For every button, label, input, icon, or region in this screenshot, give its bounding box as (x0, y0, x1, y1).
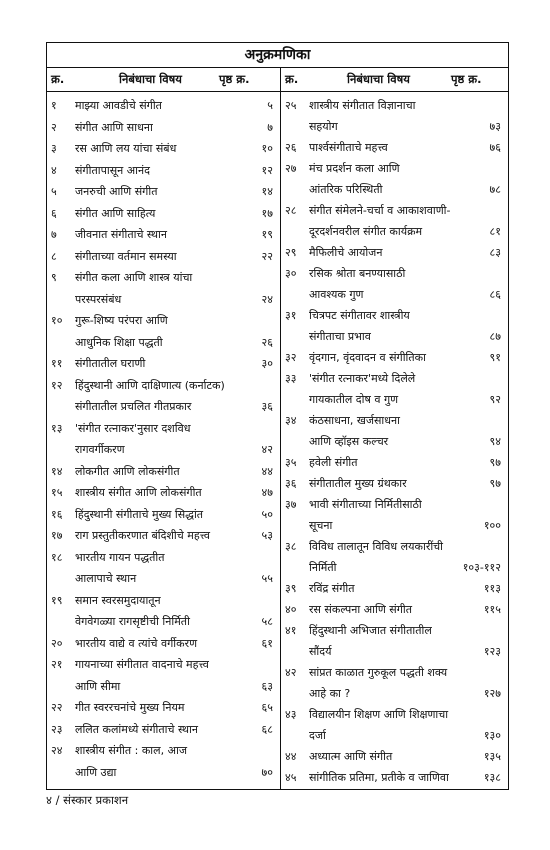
entry-title: राग प्रस्तुतीकरणात बंदिशीचे महत्त्व (75, 529, 211, 542)
index-entry (285, 305, 501, 326)
right-header-subject: निबंधाचा विषय (347, 72, 410, 86)
entry-title: वृंदगान, वृंदवादन व संगीतिका (309, 351, 426, 364)
left-header-num: क्र. (51, 72, 65, 86)
entry-title: गीत स्वररचनांचे मुख्य नियम (75, 701, 185, 714)
index-entry (51, 762, 273, 783)
entry-page: ४२ (261, 443, 273, 456)
entry-page: ११३ (483, 582, 501, 595)
entry-title: रसिक श्रोता बनण्यासाठी (309, 267, 406, 280)
entry-page: १३५ (483, 750, 501, 763)
index-entry (285, 389, 501, 410)
entry-page: १२७ (483, 687, 501, 700)
entry-page: ५८ (261, 615, 273, 628)
entry-page: ४४ (261, 464, 273, 478)
entry-title: आणि उद्या (75, 765, 117, 779)
entry-title: संगीतापासून आनंद (75, 163, 150, 177)
entry-number: २८ (285, 204, 297, 217)
entry-title: सूचना (309, 519, 333, 532)
entry-number: १० (51, 314, 63, 327)
entry-number: ३६ (285, 477, 297, 490)
left-header-subject: निबंधाचा विषय (119, 72, 182, 86)
entry-title: वेगवेगळ्या रागसृष्टीची निर्मिती (75, 615, 190, 628)
entry-title: पार्श्वसंगीताचे महत्त्व (309, 141, 388, 154)
entry-title: लोकगीत आणि लोकसंगीत (75, 464, 180, 478)
entry-title: भारतीय गायन पद्धतीत (75, 550, 165, 564)
entry-number: ३३ (285, 372, 297, 385)
index-entry (285, 536, 501, 557)
entry-title: जीवनात संगीताचे स्थान (75, 228, 167, 241)
index-entry (285, 347, 501, 368)
entry-title: आलापाचे स्थान (75, 572, 137, 585)
entry-number: ७ (51, 228, 57, 241)
entry-title: रागवर्गीकरण (75, 443, 125, 456)
entry-number: १५ (51, 486, 63, 499)
index-entry (285, 179, 501, 200)
index-entry (51, 160, 273, 181)
page-footer: ४ / संस्कार प्रकाशन (46, 793, 129, 807)
entry-page: ११५ (483, 603, 501, 616)
entry-title: शास्त्रीय संगीत आणि लोकसंगीत (75, 486, 202, 499)
entry-page: ६१ (261, 636, 273, 650)
entry-title: आणि सीमा (75, 679, 121, 693)
index-entry (285, 284, 501, 305)
entry-title: हवेली संगीत (309, 456, 358, 469)
entry-number: ४० (285, 603, 297, 616)
entry-page: ४७ (261, 486, 273, 499)
entry-number: ३२ (285, 351, 297, 364)
entry-number: ९ (51, 271, 57, 284)
entry-title: रस आणि लय यांचा संबंध (75, 142, 177, 155)
entry-title: सहयोग (309, 120, 338, 133)
entry-number: ३८ (285, 540, 297, 553)
entry-title: सांप्रत काळात गुरुकूल पद्धती शक्य (309, 666, 448, 679)
entry-page: २६ (261, 335, 273, 349)
entry-page: १२३ (483, 645, 501, 658)
entry-page: १९ (261, 228, 273, 241)
entry-title: शास्त्रीय संगीतात विज्ञानाचा (309, 99, 416, 112)
index-entry (51, 611, 273, 632)
index-entry (285, 494, 501, 515)
entry-title: माझ्या आवडीचे संगीत (75, 99, 162, 112)
index-table (46, 42, 509, 790)
entry-page: ९७ (489, 456, 501, 469)
index-entry (285, 641, 501, 662)
index-entry (51, 396, 273, 417)
index-entry (51, 504, 273, 525)
entry-page: ७८ (489, 183, 501, 196)
entry-title: हिंदुस्थानी संगीताचे मुख्य सिद्धांत (75, 507, 204, 521)
entry-number: ५ (51, 185, 57, 198)
entry-number: १ (51, 99, 57, 112)
index-entry (51, 224, 273, 245)
entry-page: २४ (261, 292, 273, 306)
index-entry (51, 246, 273, 267)
entry-title: मैफिलीचे आयोजन (309, 246, 383, 259)
entry-title: आधुनिक शिक्षा पद्धती (75, 335, 163, 349)
entry-page: १०० (483, 519, 501, 532)
entry-title: 'संगीत रत्नाकर'नुसार दशविध (75, 421, 191, 435)
entry-page: १०३-११२ (462, 561, 501, 574)
entry-title: संगीतातील घराणी (75, 357, 146, 370)
entry-number: २४ (51, 744, 63, 757)
index-entry (51, 95, 273, 116)
index-entry (285, 620, 501, 641)
entry-page: ९१ (489, 351, 501, 364)
entry-title: चित्रपट संगीतावर शास्त्रीय (309, 309, 410, 322)
entry-title: हिंदुस्थानी अभिजात संगीतातील (309, 624, 432, 637)
index-entry (51, 418, 273, 439)
index-entry (51, 203, 273, 224)
entry-page: ८७ (489, 330, 501, 343)
index-entry (285, 221, 501, 242)
entry-title: संगीत आणि साहित्य (75, 206, 156, 220)
table-header (47, 67, 508, 92)
index-entry (51, 461, 273, 482)
entry-title: गायनाच्या संगीतात वादनाचे महत्त्व (75, 658, 209, 671)
entry-page: ९४ (489, 435, 501, 448)
entry-title: दूरदर्शनवरील संगीत कार्यक्रम (309, 225, 423, 238)
index-entry (51, 375, 273, 396)
index-entry (285, 242, 501, 263)
entry-title: मंच प्रदर्शन कला आणि (309, 162, 400, 175)
index-entry (51, 267, 273, 288)
entry-page: ९२ (489, 393, 501, 406)
entry-title: अध्यात्म आणि संगीत (309, 750, 393, 763)
index-entry (51, 439, 273, 460)
index-entry (51, 590, 273, 611)
index-entry (285, 326, 501, 347)
index-entry (285, 158, 501, 179)
entry-title: संगीत आणि साधना (75, 120, 153, 134)
index-entry (285, 683, 501, 704)
entry-number: २० (51, 636, 63, 650)
index-entry (51, 547, 273, 568)
entry-page: ७ (267, 120, 273, 134)
entry-number: ४२ (285, 666, 297, 679)
entry-number: ४ (51, 163, 57, 177)
entry-page: ५३ (261, 529, 273, 542)
entry-title: जनरुची आणि संगीत (75, 185, 158, 198)
entry-page: ८६ (489, 288, 501, 301)
index-entry (285, 704, 501, 725)
entry-number: ३७ (285, 498, 297, 511)
entry-title: समान स्वरसमुदायातून (75, 593, 161, 607)
index-entry (285, 263, 501, 284)
entry-number: १७ (51, 529, 63, 542)
index-entry (51, 353, 273, 374)
entry-number: ३९ (285, 582, 297, 595)
index-entry (285, 116, 501, 137)
index-entry (51, 482, 273, 503)
entry-number: ३५ (285, 456, 297, 469)
entry-title: कंठसाधना, खर्जसाधना (309, 414, 400, 427)
entry-page: १३० (483, 729, 501, 742)
entry-number: ११ (51, 357, 63, 370)
index-entry (285, 557, 501, 578)
entry-number: १८ (51, 550, 63, 564)
index-entry (285, 662, 501, 683)
entry-page: ६३ (261, 679, 273, 693)
index-entry (285, 578, 501, 599)
column-divider (280, 67, 281, 789)
index-entry (285, 368, 501, 389)
entry-title: दर्जा (309, 729, 326, 742)
index-entry (51, 525, 273, 546)
entry-title: आहे का ? (309, 687, 351, 700)
index-entry (285, 473, 501, 494)
entry-page: ८३ (489, 246, 501, 259)
entry-title: शास्त्रीय संगीत : काल, आज (75, 744, 188, 757)
index-entry (51, 138, 273, 159)
index-entry (51, 310, 273, 331)
entry-number: २ (51, 120, 57, 134)
entry-title: ललित कलांमध्ये संगीताचे स्थान (75, 722, 198, 736)
entry-title: विद्यालयीन शिक्षण आणि शिक्षणाचा (309, 708, 449, 721)
index-entry (51, 740, 273, 761)
entry-number: १३ (51, 421, 63, 435)
index-entry (51, 697, 273, 718)
entry-number: २५ (285, 99, 297, 112)
entry-number: ६ (51, 206, 57, 220)
entry-title: संगीत संमेलने-चर्चा व आकाशवाणी- (309, 204, 451, 217)
entry-title: हिंदुस्थानी आणि दाक्षिणात्य (कर्नाटक) (75, 378, 225, 392)
left-header-page: पृष्ठ क्र. (219, 72, 250, 86)
entry-title: आंतरिक परिस्थिती (309, 183, 383, 196)
entry-page: १२ (261, 163, 273, 177)
index-entry (285, 410, 501, 431)
index-entry (285, 746, 501, 767)
right-header-num: क्र. (285, 72, 299, 86)
entry-number: ३ (51, 142, 57, 155)
entry-number: ४१ (285, 624, 297, 637)
entry-number: ४५ (285, 771, 297, 784)
index-entry (51, 289, 273, 310)
index-entry (51, 568, 273, 589)
entry-page: ७० (261, 765, 273, 779)
entry-page: १७ (261, 206, 273, 220)
entry-title: भावी संगीताच्या निर्मितीसाठी (309, 498, 422, 511)
entry-number: ३४ (285, 414, 297, 427)
entry-title: निर्मिती (309, 561, 337, 574)
entry-number: ३० (285, 267, 297, 280)
entry-page: ५५ (261, 572, 273, 585)
entry-number: २३ (51, 722, 63, 736)
entry-page: ८१ (489, 225, 501, 238)
index-entry (51, 719, 273, 740)
entry-number: १६ (51, 507, 63, 521)
entry-page: १० (261, 142, 273, 155)
entry-title: विविध तालातून विविध लयकारींची (309, 540, 443, 553)
entry-title: आवश्यक गुण (309, 288, 364, 301)
entry-title: संगीताच्या वर्तमान समस्या (75, 249, 177, 263)
entry-title: गुरू-शिष्य परंपरा आणि (75, 314, 168, 327)
entry-number: ३१ (285, 309, 297, 322)
entry-number: १४ (51, 464, 63, 478)
entry-page: १३८ (483, 771, 501, 784)
entry-page: ५ (267, 99, 273, 112)
index-entry (51, 117, 273, 138)
entry-title: सांगीतिक प्रतिमा, प्रतीके व जाणिवा (309, 771, 449, 784)
right-header-page: पृष्ठ क्र. (451, 72, 482, 86)
entry-number: १२ (51, 378, 63, 392)
index-entry (285, 599, 501, 620)
index-entry (51, 654, 273, 675)
index-entry (51, 181, 273, 202)
entry-page: २२ (261, 249, 273, 263)
entry-number: २७ (285, 162, 297, 175)
entry-title: संगीताचा प्रभाव (309, 330, 371, 343)
index-entry (285, 452, 501, 473)
entry-page: ६८ (261, 722, 273, 736)
index-entry (51, 332, 273, 353)
index-entry (285, 515, 501, 536)
index-entry (51, 633, 273, 654)
index-entry (51, 676, 273, 697)
index-entry (285, 95, 501, 116)
entry-title: गायकातील दोष व गुण (309, 393, 399, 406)
entry-title: सौंदर्य (309, 645, 332, 658)
entry-title: संगीत कला आणि शास्त्र यांचा (75, 271, 193, 284)
entry-page: ६५ (261, 701, 273, 714)
index-entry (285, 137, 501, 158)
entry-number: २९ (285, 246, 297, 259)
index-entry (285, 767, 501, 788)
entry-number: ८ (51, 249, 57, 263)
entry-page: ७३ (489, 120, 501, 133)
entry-title: रस संकल्पना आणि संगीत (309, 603, 413, 616)
entry-number: २६ (285, 141, 297, 154)
entry-title: संगीतातील मुख्य ग्रंथकार (309, 477, 407, 490)
entry-title: परस्परसंबंध (75, 292, 122, 306)
entry-page: ३६ (261, 400, 273, 413)
entry-title: रविंद्र संगीत (309, 582, 355, 595)
index-entry (285, 431, 501, 452)
entry-title: भारतीय वाद्ये व त्यांचे वर्गीकरण (75, 636, 198, 650)
entry-number: ४३ (285, 708, 297, 721)
entry-page: ९७ (489, 477, 501, 490)
entry-title: संगीतातील प्रचलित गीतप्रकार (75, 400, 192, 413)
index-entry (285, 200, 501, 221)
entry-page: ७६ (489, 141, 501, 154)
index-title: अनुक्रमणिका (47, 43, 508, 68)
entry-page: ३० (261, 357, 273, 370)
entry-number: १९ (51, 593, 63, 607)
entry-page: ५० (261, 507, 273, 521)
entry-number: २२ (51, 701, 63, 714)
entry-title: आणि व्हॉइस कल्चर (309, 435, 389, 448)
entry-number: २१ (51, 658, 63, 671)
entry-number: ४४ (285, 750, 297, 763)
entry-page: १४ (261, 185, 273, 198)
entry-title: 'संगीत रत्नाकर'मध्ये दिलेले (309, 372, 416, 385)
index-entry (285, 725, 501, 746)
